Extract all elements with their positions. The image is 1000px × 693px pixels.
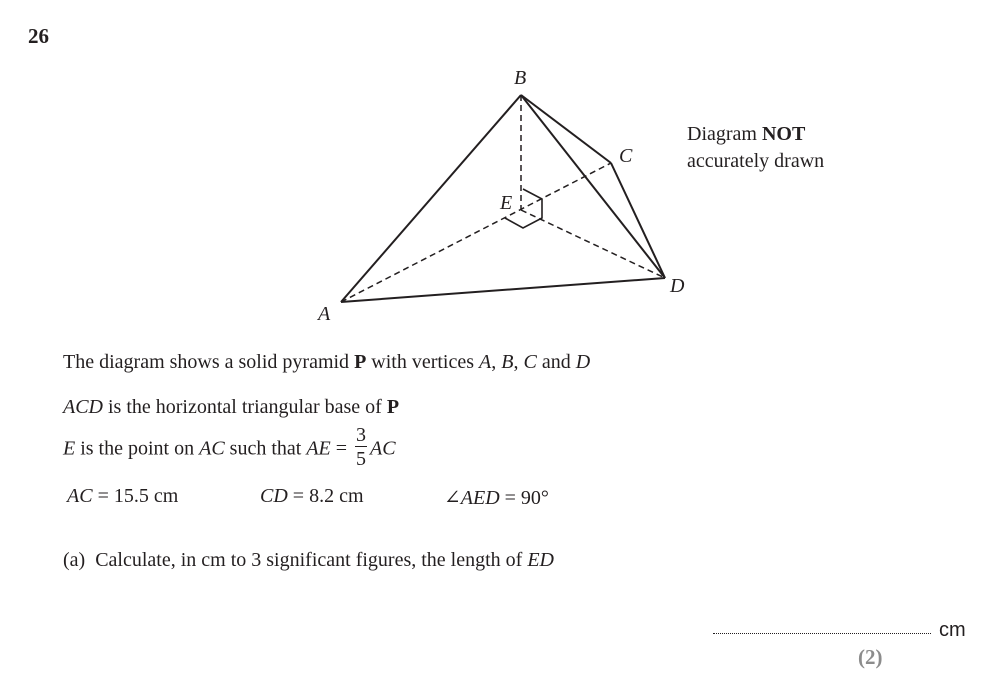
answer-line[interactable] xyxy=(713,633,931,634)
vertex-label-a: A xyxy=(318,303,331,325)
segment-ac: AC xyxy=(370,437,396,460)
diagram-note xyxy=(687,121,824,175)
segment-ed: ED xyxy=(527,549,554,571)
intro-text: The diagram shows a solid pyramid xyxy=(63,351,355,373)
marks-label: (2) xyxy=(858,645,883,669)
pyramid-name: P xyxy=(386,396,400,418)
point-e-text: is the point on xyxy=(75,437,200,460)
and-text: and xyxy=(536,351,576,373)
vertex-c: C xyxy=(523,351,537,373)
intro-sentence xyxy=(63,351,590,374)
part-a-label: (a) xyxy=(63,549,86,571)
edge-ad xyxy=(341,278,665,302)
diagram-note-prefix: Diagram xyxy=(687,123,762,145)
fraction-three-fifths xyxy=(355,425,367,469)
cd-value: = 8.2 cm xyxy=(287,485,364,507)
base-sentence xyxy=(63,396,399,419)
base-name: ACD xyxy=(63,396,103,418)
edge-ac-hidden xyxy=(341,163,611,302)
given-cd xyxy=(260,485,364,508)
edge-ed-hidden xyxy=(521,210,665,278)
pyramid-diagram xyxy=(0,0,1000,340)
given-ac xyxy=(67,485,178,508)
diagram-note-line2: accurately drawn xyxy=(687,150,825,172)
segment-ac: AC xyxy=(199,437,225,460)
such-that-text: such that xyxy=(224,437,307,460)
pyramid-name: P xyxy=(354,351,367,373)
vertex-label-c: C xyxy=(619,145,633,167)
part-a-text: Calculate, in cm to 3 significant figures, the length of xyxy=(95,549,528,571)
ac-value: = 15.5 cm xyxy=(92,485,179,507)
angle-aed: ∠AED xyxy=(444,487,500,509)
diagram-note-bold: NOT xyxy=(761,123,806,145)
given-angle xyxy=(444,485,549,510)
vertex-label-d: D xyxy=(670,275,685,297)
vertex-a: A xyxy=(479,351,492,373)
vertex-label-b: B xyxy=(514,67,527,89)
equals-sign: = xyxy=(330,437,353,460)
vertex-label-e: E xyxy=(500,192,513,214)
answer-unit: cm xyxy=(939,619,966,641)
vertex-d: D xyxy=(575,351,591,373)
vertex-b: B xyxy=(501,351,514,373)
point-e-sentence xyxy=(63,424,396,472)
fraction-denominator: 5 xyxy=(356,448,367,470)
separator: , xyxy=(513,351,524,373)
question-number: 26 xyxy=(28,24,49,48)
segment-ae: AE xyxy=(306,437,331,460)
fraction-numerator: 3 xyxy=(356,424,367,446)
segment-ac: AC xyxy=(67,485,93,507)
angle-value: = 90° xyxy=(499,487,549,509)
edge-ab xyxy=(341,95,521,302)
diagram-note-line1 xyxy=(687,121,824,148)
separator: , xyxy=(491,351,502,373)
base-text: is the horizontal triangular base of xyxy=(103,396,387,418)
intro-text-2: with vertices xyxy=(366,351,480,373)
segment-cd: CD xyxy=(260,485,288,507)
part-a-question xyxy=(63,549,554,572)
edge-bd xyxy=(521,95,665,278)
point-e: E xyxy=(63,437,76,460)
